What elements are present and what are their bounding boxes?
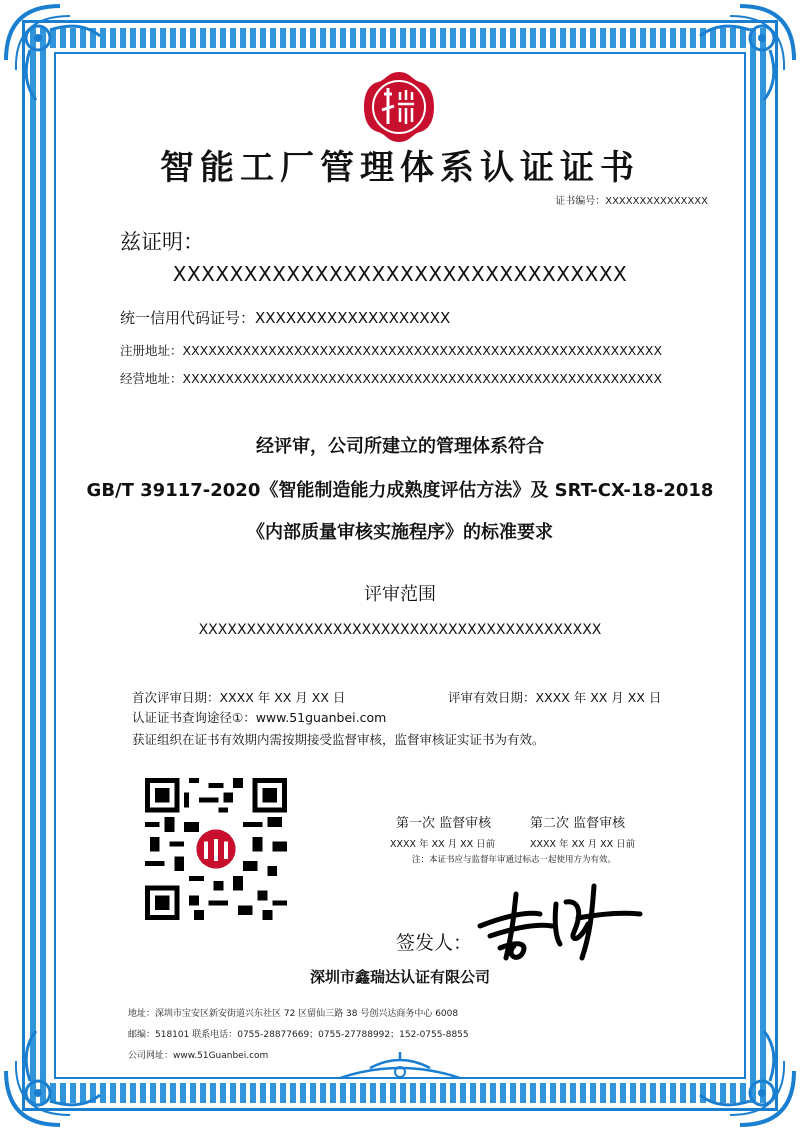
issuer-company: 深圳市鑫瑞达认证有限公司: [309, 968, 490, 986]
registered-address: 注册地址：XXXXXXXXXXXXXXXXXXXXXXXXXXXXXXXXXXXXXXXXXXXXXXXXXXXXXXXX: [120, 343, 663, 358]
first-supervision-date: XXXX 年 XX 月 XX 日前: [390, 839, 496, 850]
valid-date: 评审有效日期：XXXX 年 XX 月 XX 日: [448, 690, 662, 705]
credit-code: 统一信用代码证号：XXXXXXXXXXXXXXXXXXX: [120, 309, 451, 327]
standard-line-2: GB/T 39117-2020《智能制造能力成熟度评估方法》及 SRT-CX-18-2018: [86, 480, 714, 501]
seal-logo-icon: [362, 70, 436, 144]
certify-label: 兹证明：: [120, 230, 204, 254]
company-name: XXXXXXXXXXXXXXXXXXXXXXXXXXXXXXXX: [172, 262, 628, 286]
certificate-number: 证书编号：XXXXXXXXXXXXXXX: [555, 196, 708, 207]
supervision-note: 注：本证书应与监督年审通过标志一起使用方为有效。: [412, 855, 617, 865]
corner-ornament-icon: [0, 0, 120, 120]
qr-code-icon[interactable]: [145, 778, 287, 920]
certificate-title: 智能工厂管理体系认证证书: [160, 148, 640, 188]
second-supervision-date: XXXX 年 XX 月 XX 日前: [530, 839, 636, 850]
issuer-address: 地址：深圳市宝安区新安街道兴东社区 72 区留仙三路 38 号创兴达商务中心 6008: [128, 1009, 459, 1019]
issuer-contact: 邮编：518101 联系电话：0755-28877669；0755-27788992；152-0755-8855: [128, 1030, 469, 1040]
first-review-date: 首次评审日期：XXXX 年 XX 月 XX 日: [132, 690, 346, 705]
corner-ornament-icon: [0, 1011, 120, 1131]
query-link[interactable]: 认证证书查询途径①：www.51guanbei.com: [132, 710, 387, 725]
corner-ornament-icon: [680, 1011, 800, 1131]
business-address: 经营地址：XXXXXXXXXXXXXXXXXXXXXXXXXXXXXXXXXXXXXXXXXXXXXXXXXXXXXXXX: [120, 371, 663, 386]
supervision-notice: 获证组织在证书有效期内需按期接受监督审核，监督审核证实证书为有效。: [132, 732, 545, 747]
corner-ornament-icon: [680, 0, 800, 120]
signer-label: 签发人：: [396, 932, 473, 954]
issuer-website[interactable]: 公司网址：www.51Guanbei.com: [128, 1051, 269, 1061]
scope-value: XXXXXXXXXXXXXXXXXXXXXXXXXXXXXXXXXXXXXXXXXX: [198, 622, 602, 638]
standard-line-1: 经评审，公司所建立的管理体系符合: [256, 436, 544, 457]
standard-line-3: 《内部质量审核实施程序》的标准要求: [247, 522, 553, 543]
signature-icon: [470, 874, 650, 964]
first-supervision-label: 第一次 监督审核: [396, 816, 492, 831]
second-supervision-label: 第二次 监督审核: [530, 816, 626, 831]
scope-heading: 评审范围: [364, 584, 436, 605]
bottom-ornament-icon: [300, 1048, 500, 1088]
